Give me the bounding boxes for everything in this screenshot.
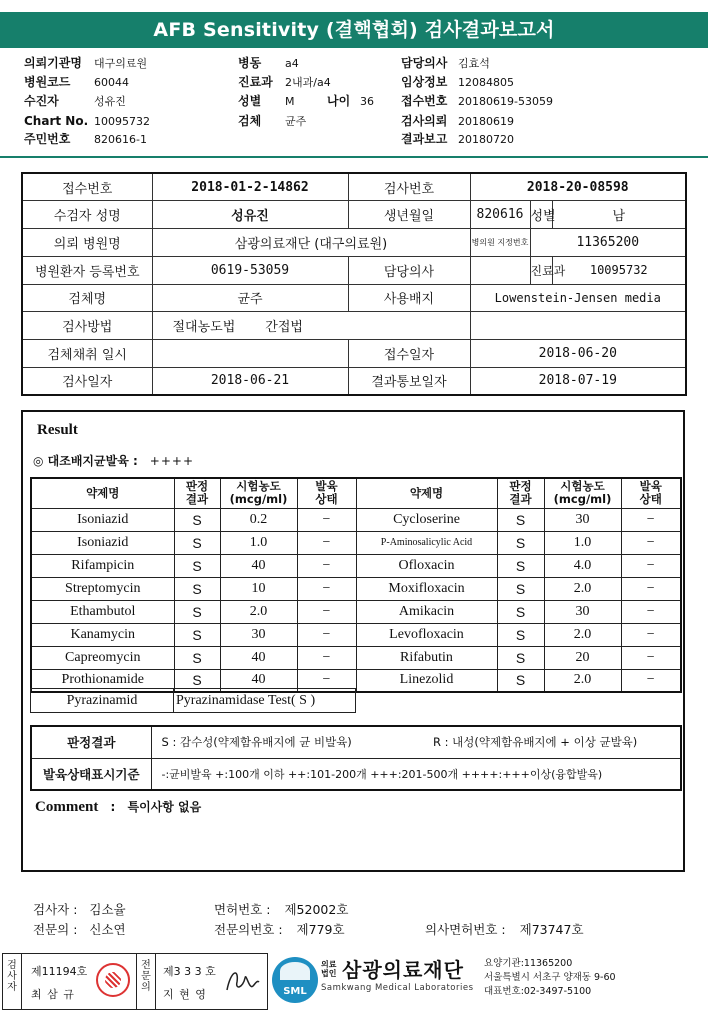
conc-right: 20 xyxy=(544,646,621,669)
field-label: 병동 xyxy=(238,56,262,70)
spec-license-line xyxy=(214,920,345,938)
designated-value: 11365200 xyxy=(530,229,686,257)
header-conc-1: 시험농도 xyxy=(236,479,281,494)
pza-drug: Pyrazinamid xyxy=(31,689,174,713)
collect-label: 검체채취 일시 xyxy=(22,340,152,368)
conc-left: 0.2 xyxy=(220,508,297,531)
drug-name-left: Capreomycin xyxy=(31,646,174,669)
header-drug: 약제명 xyxy=(356,478,497,508)
result-heading: Result xyxy=(37,422,78,438)
result-left: S xyxy=(174,554,220,577)
field-label: Chart No. xyxy=(24,114,89,128)
footer-spec-name: 지 현 영 xyxy=(163,988,207,1001)
header-field xyxy=(24,54,147,73)
specimen-label: 검체명 xyxy=(22,284,152,312)
test-no-label: 검사번호 xyxy=(348,173,470,201)
drug-name-left: Prothionamide xyxy=(31,669,174,692)
vert-char: 검 xyxy=(7,960,17,971)
drug-row xyxy=(31,623,681,646)
comment-text: 특이사항 없음 xyxy=(127,800,202,814)
license-label: 면허번호 : xyxy=(214,902,271,917)
growth-left: − xyxy=(297,577,356,600)
conc-left: 30 xyxy=(220,623,297,646)
growth-left: − xyxy=(297,508,356,531)
header-growth-1: 발육 xyxy=(639,479,662,494)
org-address: 서울특별시 서초구 양재동 9-60 xyxy=(484,972,616,983)
drug-name-left: Ethambutol xyxy=(31,600,174,623)
sml-logo-icon xyxy=(272,957,318,1003)
comment-label: Comment xyxy=(35,799,99,815)
growth-legend-text: -:균비발육 +:100개 이하 ++:101-200개 +++:201-500개 ++++:+++이상(융합발육) xyxy=(151,758,681,790)
result-right: S xyxy=(497,508,544,531)
receipt-no-label: 접수번호 xyxy=(22,173,152,201)
patient-value: 성유진 xyxy=(152,201,348,229)
patient-label: 수검자 성명 xyxy=(22,201,152,229)
header-growth xyxy=(621,478,681,508)
footer-signature-box xyxy=(2,953,268,1010)
org-code: 요양기관:11365200 xyxy=(484,958,573,969)
result-left: S xyxy=(174,623,220,646)
vert-char: 의 xyxy=(141,982,151,993)
tester-name: 김소율 xyxy=(89,902,126,917)
tester-label: 검사자 : xyxy=(33,902,78,917)
field-value: 10095732 xyxy=(94,115,150,128)
method-empty xyxy=(470,312,686,340)
header-growth-1: 발육 xyxy=(315,479,338,494)
tester-vertical-label xyxy=(6,960,18,993)
header-conc-2: (mcg/ml) xyxy=(553,492,612,507)
recv-date-label: 접수일자 xyxy=(348,340,470,368)
dept-value: 10095732 xyxy=(552,256,686,284)
field-label: 검사의뢰 xyxy=(401,114,448,128)
conc-right: 4.0 xyxy=(544,554,621,577)
header-field xyxy=(238,73,331,92)
result-left: S xyxy=(174,577,220,600)
receipt-no-value: 2018-01-2-14862 xyxy=(152,173,348,201)
header-drug: 약제명 xyxy=(31,478,174,508)
test-date-label: 검사일자 xyxy=(22,367,152,395)
field-value: 균주 xyxy=(285,115,307,128)
field-label: 수진자 xyxy=(24,94,59,108)
field-value: a4 xyxy=(285,57,299,70)
footer-tester-no: 제11194호 xyxy=(31,965,88,978)
patient-info-table xyxy=(21,172,687,396)
field-label: 담당의사 xyxy=(401,56,448,70)
comment-line xyxy=(35,798,201,816)
vert-char: 자 xyxy=(7,982,17,993)
header-field xyxy=(401,130,514,149)
report-title: AFB Sensitivity (결핵협회) 검사결과보고서 xyxy=(0,12,708,48)
result-section xyxy=(21,410,685,872)
header-field xyxy=(24,130,147,149)
drug-name-right: Ofloxacin xyxy=(356,554,497,577)
age-label: 나이 xyxy=(327,94,351,108)
field-value: 대구의료원 xyxy=(94,57,148,70)
conc-left: 40 xyxy=(220,669,297,692)
conc-right: 2.0 xyxy=(544,577,621,600)
conc-left: 40 xyxy=(220,646,297,669)
header-judge xyxy=(174,478,220,508)
header-conc-2: (mcg/ml) xyxy=(229,492,288,507)
field-value: 820616-1 xyxy=(94,133,147,146)
conc-right: 2.0 xyxy=(544,669,621,692)
signature-icon xyxy=(221,960,261,1000)
header-growth xyxy=(297,478,356,508)
spec-license-value: 제779호 xyxy=(296,922,345,937)
specialist-vertical-label xyxy=(140,960,152,993)
method-value xyxy=(152,312,470,340)
drug-row xyxy=(31,508,681,531)
spec-license-label: 전문의번호 : xyxy=(214,922,283,937)
license-value: 제52002호 xyxy=(284,902,349,917)
conc-left: 40 xyxy=(220,554,297,577)
dob-value: 820616 xyxy=(470,201,530,229)
result-left: S xyxy=(174,646,220,669)
growth-right: − xyxy=(621,531,681,554)
field-value: 성유진 xyxy=(94,95,126,108)
header-field xyxy=(24,112,150,131)
sex-label: 성별 xyxy=(530,201,552,229)
drug-row xyxy=(31,531,681,554)
growth-right: − xyxy=(621,600,681,623)
result-left: S xyxy=(174,600,220,623)
drug-name-right: Rifabutin xyxy=(356,646,497,669)
notify-date-label: 결과통보일자 xyxy=(348,367,470,395)
drug-name-right: Linezolid xyxy=(356,669,497,692)
doctor-license-line xyxy=(425,920,584,938)
sex-value: 남 xyxy=(552,201,686,229)
field-value: 12084805 xyxy=(458,76,514,89)
reg-no-label: 병원환자 등록번호 xyxy=(22,256,152,284)
drug-name-left: Isoniazid xyxy=(31,508,174,531)
vert-char: 문 xyxy=(141,971,151,982)
field-label: 임상정보 xyxy=(401,75,448,89)
pyrazinamide-row xyxy=(30,688,356,713)
field-label: 의뢰기관명 xyxy=(24,56,82,70)
conc-right: 2.0 xyxy=(544,623,621,646)
doctor-license-value: 제73747호 xyxy=(519,922,584,937)
result-left: S xyxy=(174,669,220,692)
growth-right: − xyxy=(621,623,681,646)
field-label: 성별 xyxy=(238,94,262,108)
field-label: 검체 xyxy=(238,114,262,128)
drug-row xyxy=(31,577,681,600)
header-judge-1: 판정 xyxy=(185,479,209,494)
header-judge-1: 판정 xyxy=(509,479,532,494)
growth-legend-label: 발육상태표시기준 xyxy=(31,758,151,790)
header-field xyxy=(238,112,306,131)
field-label: 병원코드 xyxy=(24,75,71,89)
growth-right: − xyxy=(621,508,681,531)
result-left: S xyxy=(174,508,220,531)
collect-value xyxy=(152,340,348,368)
result-right: S xyxy=(497,600,544,623)
vert-char: 사 xyxy=(7,971,17,982)
control-culture-value: ++++ xyxy=(149,454,194,468)
control-culture-label: ◎ 대조배지균발육 : xyxy=(33,454,138,468)
result-right: S xyxy=(497,646,544,669)
drug-name-right: Amikacin xyxy=(356,600,497,623)
comment-colon: : xyxy=(110,800,116,814)
drug-row xyxy=(31,646,681,669)
header-conc xyxy=(220,478,297,508)
drug-name-left: Rifampicin xyxy=(31,554,174,577)
header-field xyxy=(24,73,129,92)
specialist-name: 신소연 xyxy=(89,922,126,937)
test-date-value: 2018-06-21 xyxy=(152,367,348,395)
license-line xyxy=(214,900,348,918)
header-field xyxy=(238,54,299,73)
header-divider xyxy=(0,156,708,158)
result-left: S xyxy=(174,531,220,554)
field-label: 결과보고 xyxy=(401,132,448,146)
dept-label: 진료과 xyxy=(530,256,552,284)
result-right: S xyxy=(497,531,544,554)
hospital-label: 의뢰 병원명 xyxy=(22,229,152,257)
growth-left: − xyxy=(297,623,356,646)
field-value: M xyxy=(285,95,295,108)
drug-name-left: Kanamycin xyxy=(31,623,174,646)
drug-row xyxy=(31,600,681,623)
org-phone: 대표번호:02-3497-5100 xyxy=(484,986,592,997)
footer-tester-name: 최 삼 규 xyxy=(31,988,75,1001)
field-label: 주민번호 xyxy=(24,132,71,146)
result-right: S xyxy=(497,554,544,577)
drug-name-right: Cycloserine xyxy=(356,508,497,531)
growth-right: − xyxy=(621,669,681,692)
dob-label: 생년월일 xyxy=(348,201,470,229)
logo-text: SML xyxy=(283,986,307,997)
judge-legend-label: 판정결과 xyxy=(31,726,151,758)
doctor-license-label: 의사면허번호 : xyxy=(425,922,506,937)
growth-left: − xyxy=(297,600,356,623)
growth-right: − xyxy=(621,577,681,600)
header-growth-2: 상태 xyxy=(639,492,662,507)
doctor-value xyxy=(470,256,530,284)
org-type-2: 법인 xyxy=(321,969,337,978)
conc-left: 1.0 xyxy=(220,531,297,554)
specialist-line xyxy=(33,920,126,938)
hospital-value: 삼광의료재단 (대구의료원) xyxy=(152,229,470,257)
conc-left: 2.0 xyxy=(220,600,297,623)
header-field-age xyxy=(327,92,374,111)
pza-test: Pyrazinamidase Test( S ) xyxy=(174,689,356,713)
method-label: 검사방법 xyxy=(22,312,152,340)
legend-table xyxy=(30,725,682,791)
drug-name-left: Streptomycin xyxy=(31,577,174,600)
drug-name-right: Levofloxacin xyxy=(356,623,497,646)
method-2: 간접법 xyxy=(265,320,303,336)
header-growth-2: 상태 xyxy=(315,492,338,507)
medium-value: Lowenstein-Jensen media xyxy=(470,284,686,312)
conc-right: 30 xyxy=(544,600,621,623)
reg-no-value: 0619-53059 xyxy=(152,256,348,284)
conc-right: 1.0 xyxy=(544,531,621,554)
tester-line xyxy=(33,900,126,918)
header-field xyxy=(401,112,514,131)
result-right: S xyxy=(497,623,544,646)
drug-name-left: Isoniazid xyxy=(31,531,174,554)
field-label: 접수번호 xyxy=(401,94,448,108)
header-field xyxy=(401,92,553,111)
field-value: 20180619 xyxy=(458,115,514,128)
growth-right: − xyxy=(621,554,681,577)
specimen-value: 균주 xyxy=(152,284,348,312)
control-culture-line xyxy=(33,452,194,469)
growth-right: − xyxy=(621,646,681,669)
growth-left: − xyxy=(297,531,356,554)
header-conc-1: 시험농도 xyxy=(560,479,605,494)
field-value: 20180720 xyxy=(458,133,514,146)
drug-table-header xyxy=(31,478,681,508)
growth-left: − xyxy=(297,554,356,577)
field-value: 2내과/a4 xyxy=(285,76,331,89)
judge-legend-r: R : 내성(약제함유배지에 + 이상 균발육) xyxy=(423,726,681,758)
conc-left: 10 xyxy=(220,577,297,600)
org-name: 삼광의료재단 xyxy=(342,958,464,982)
test-no-value: 2018-20-08598 xyxy=(470,173,686,201)
tester-seal-icon xyxy=(96,963,130,997)
header-field xyxy=(401,73,514,92)
recv-date-value: 2018-06-20 xyxy=(470,340,686,368)
field-value: 20180619-53059 xyxy=(458,95,553,108)
specialist-label: 전문의 : xyxy=(33,922,78,937)
medium-label: 사용배지 xyxy=(348,284,470,312)
org-english-name: Samkwang Medical Laboratories xyxy=(321,983,474,993)
result-right: S xyxy=(497,669,544,692)
header-judge-2: 결과 xyxy=(509,492,532,507)
result-right: S xyxy=(497,577,544,600)
method-1: 절대농도법 xyxy=(172,320,236,336)
conc-right: 30 xyxy=(544,508,621,531)
drug-row xyxy=(31,554,681,577)
designated-label: 병의원 지정번호 xyxy=(470,229,530,257)
doctor-label: 담당의사 xyxy=(348,256,470,284)
field-label: 진료과 xyxy=(238,75,273,89)
drug-name-right: P-Aminosalicylic Acid xyxy=(356,531,497,554)
header-field xyxy=(401,54,490,73)
org-address-block xyxy=(484,957,616,999)
org-type-1: 의료 xyxy=(321,960,337,969)
footer-spec-no: 제3 3 3 호 xyxy=(163,965,216,978)
header-judge-2: 결과 xyxy=(185,492,209,507)
vert-char: 전 xyxy=(141,960,151,971)
header-field xyxy=(24,92,126,111)
age-value: 36 xyxy=(360,95,374,108)
header-judge xyxy=(497,478,544,508)
header-conc xyxy=(544,478,621,508)
drug-name-right: Moxifloxacin xyxy=(356,577,497,600)
header-field xyxy=(238,92,295,111)
notify-date-value: 2018-07-19 xyxy=(470,367,686,395)
org-type xyxy=(321,960,336,978)
judge-legend-s: S : 감수성(약제함유배지에 균 비발육) xyxy=(151,726,423,758)
field-value: 김효석 xyxy=(458,57,490,70)
growth-left: − xyxy=(297,646,356,669)
growth-left: − xyxy=(297,669,356,692)
drug-sensitivity-table xyxy=(30,477,682,693)
field-value: 60044 xyxy=(94,76,129,89)
